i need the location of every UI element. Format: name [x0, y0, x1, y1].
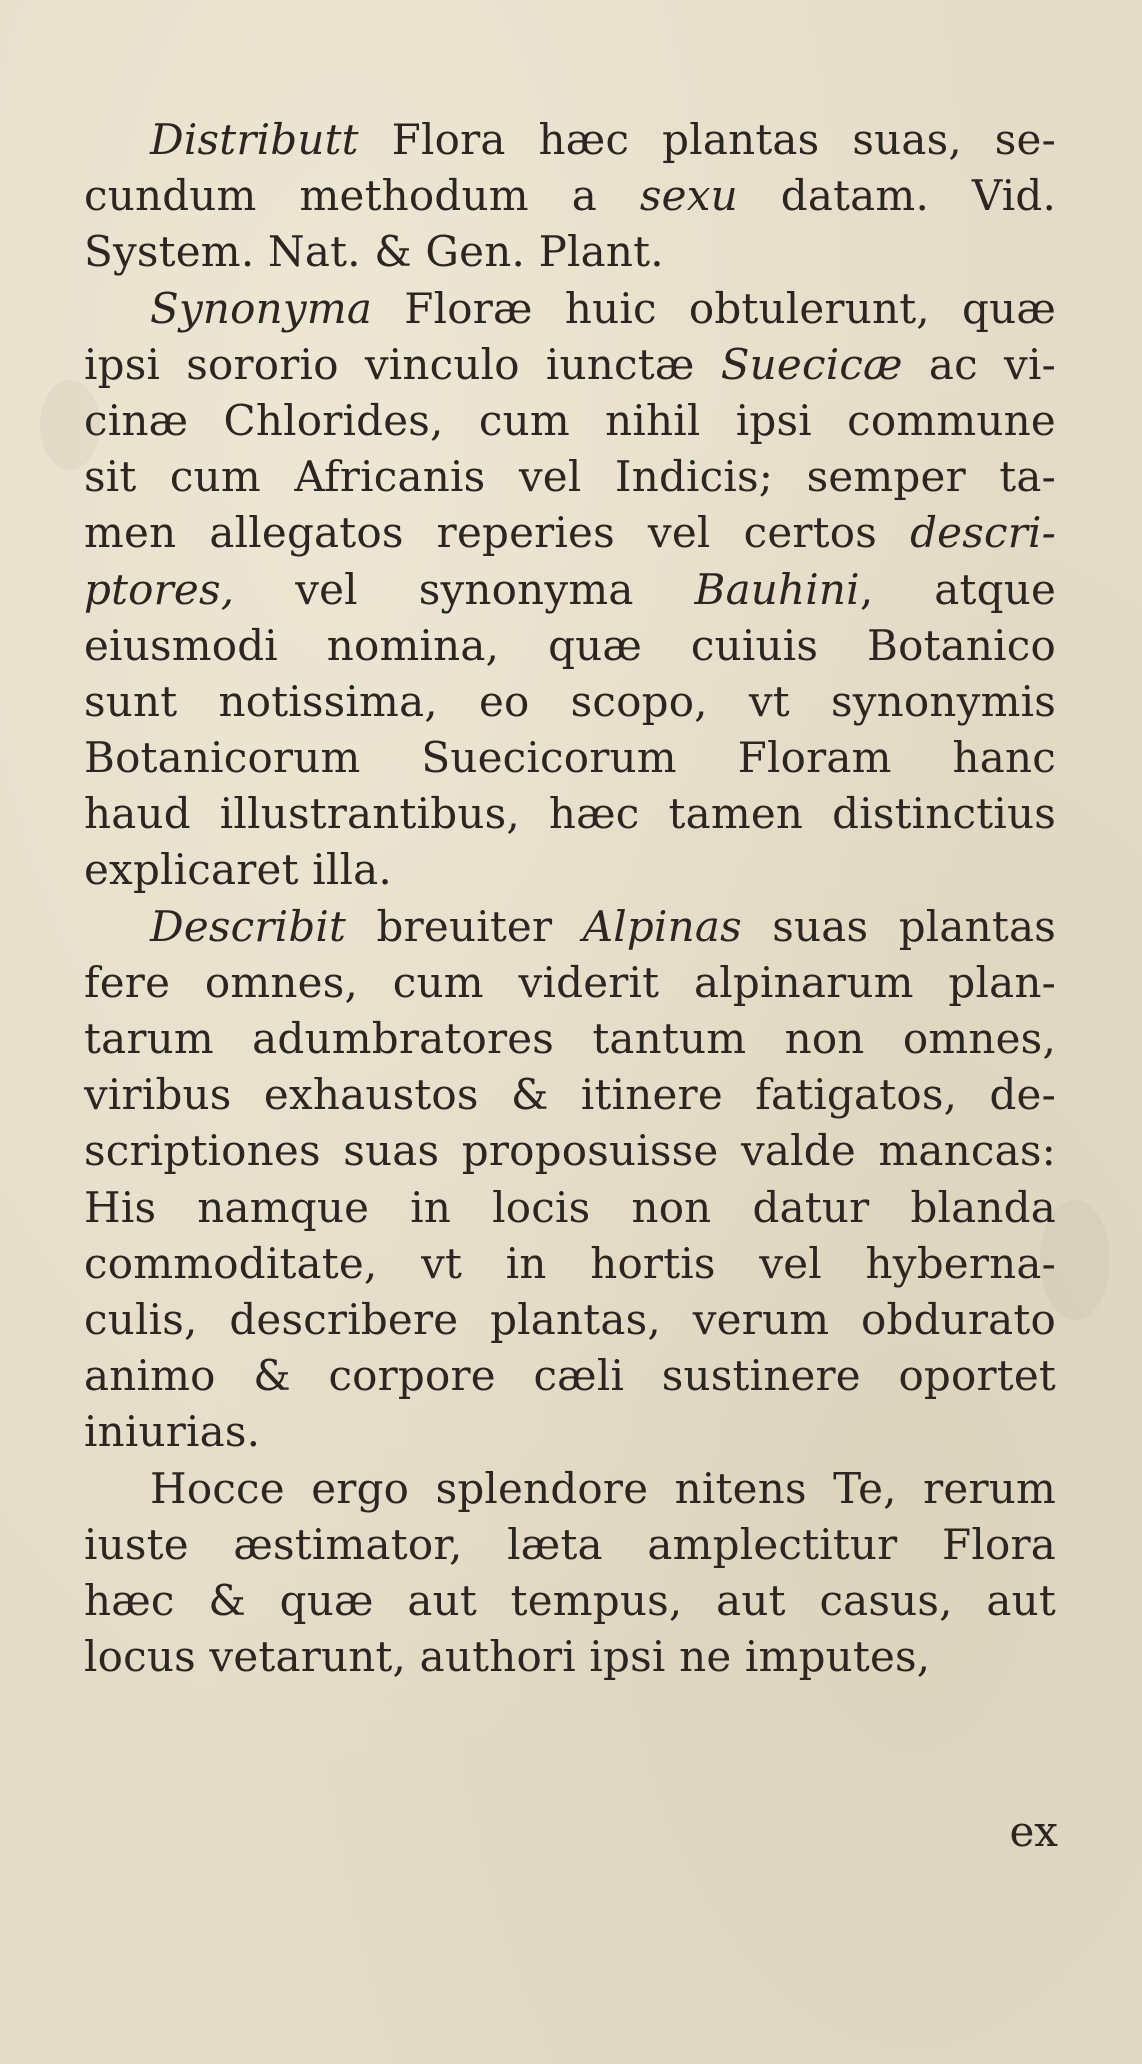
paragraph [84, 1461, 1056, 1686]
text-line [84, 674, 1056, 730]
text-line [84, 1348, 1056, 1404]
text-line [84, 112, 1056, 168]
paragraph [84, 281, 1056, 899]
text-run: His namque in locis non datur blanda [84, 1182, 1056, 1232]
text-run: ipsi sororio vinculo iunctæ [84, 339, 721, 389]
text-run: breuiter [346, 901, 583, 951]
text-line [84, 1404, 1056, 1460]
text-line [84, 168, 1056, 224]
text-run: iuste æstimator, læta amplectitur Flora [84, 1519, 1056, 1569]
text-run: datam. Vid. [737, 171, 1056, 221]
text-run: explicaret illa. [84, 845, 392, 895]
italic-text: Distributt [150, 115, 359, 164]
text-line [84, 281, 1056, 337]
text-run: iniurias. [84, 1407, 261, 1457]
text-line [84, 1236, 1056, 1292]
text-run: men allegatos reperies vel certos [84, 508, 911, 558]
text-line [84, 562, 1056, 618]
paragraph [84, 899, 1056, 1461]
italic-text: Alpinas [582, 901, 742, 951]
text-line [84, 1629, 1056, 1685]
text-line [84, 1292, 1056, 1348]
text-line [84, 1011, 1056, 1067]
text-line [84, 224, 1056, 280]
text-run: Flora hæc plantas suas, se- [358, 115, 1056, 164]
text-run: cundum methodum a [84, 171, 640, 221]
text-run: sit cum Africanis vel Indicis; semper ta- [84, 452, 1056, 502]
text-line [84, 1123, 1056, 1179]
text-run: Hocce ergo splendore nitens Te, rerum [150, 1463, 1056, 1513]
italic-text: Describit [150, 901, 347, 951]
text-run: System. Nat. & Gen. Plant. [84, 227, 664, 277]
text-line [84, 786, 1056, 842]
text-line [84, 393, 1056, 449]
text-run: haud illustrantibus, hæc tamen distinctius [84, 789, 1056, 839]
text-run: suas plantas [741, 901, 1056, 951]
text-run: hæc & quæ aut tempus, aut casus, aut [84, 1575, 1056, 1625]
italic-text: sexu [639, 171, 738, 221]
italic-text: Suecicæ [720, 339, 903, 389]
text-line [84, 1180, 1056, 1236]
text-run: Floræ huic obtulerunt, quæ [372, 283, 1056, 333]
italic-text: Bauhini [694, 564, 860, 614]
text-line [84, 899, 1056, 955]
text-run: sunt notissima, eo scopo, vt synonymis [84, 676, 1056, 726]
text-line [84, 955, 1056, 1011]
italic-text: descri- [910, 508, 1056, 558]
text-line [84, 505, 1056, 561]
page-text [84, 112, 1056, 1685]
text-line [84, 1461, 1056, 1517]
text-line [84, 730, 1056, 786]
catchword: ex [1009, 1807, 1058, 1856]
italic-text: ptores, [84, 564, 235, 614]
text-run: scriptiones suas proposuisse valde mancas: [84, 1126, 1056, 1176]
paragraph [84, 112, 1056, 281]
text-run: commoditate, vt in hortis vel hyberna- [84, 1238, 1056, 1288]
text-run: vel synonyma [234, 564, 695, 614]
text-line [84, 1067, 1056, 1123]
italic-text: Synonyma [150, 283, 373, 333]
text-line [84, 1573, 1056, 1629]
text-run: viribus exhaustos & itinere fatigatos, de- [84, 1070, 1056, 1120]
text-run: tarum adumbratores tantum non omnes, [84, 1014, 1056, 1063]
text-run: eiusmodi nomina, quæ cuiuis Botanico [84, 620, 1056, 670]
text-run: locus vetarunt, authori ipsi ne imputes, [84, 1632, 931, 1682]
text-run: animo & corpore cæli sustinere oportet [84, 1351, 1056, 1401]
text-line [84, 449, 1056, 505]
text-run: ac vi- [902, 339, 1057, 389]
text-line [84, 842, 1056, 898]
text-run: culis, describere plantas, verum obdurato [84, 1294, 1056, 1344]
text-run: , atque [859, 564, 1056, 614]
text-line [84, 618, 1056, 674]
text-run: fere omnes, cum viderit alpinarum plan- [84, 957, 1056, 1007]
text-line [84, 1517, 1056, 1573]
text-run: cinæ Chlorides, cum nihil ipsi commune [84, 395, 1056, 445]
text-line [84, 337, 1056, 393]
text-run: Botanicorum Suecicorum Floram hanc [84, 733, 1056, 783]
